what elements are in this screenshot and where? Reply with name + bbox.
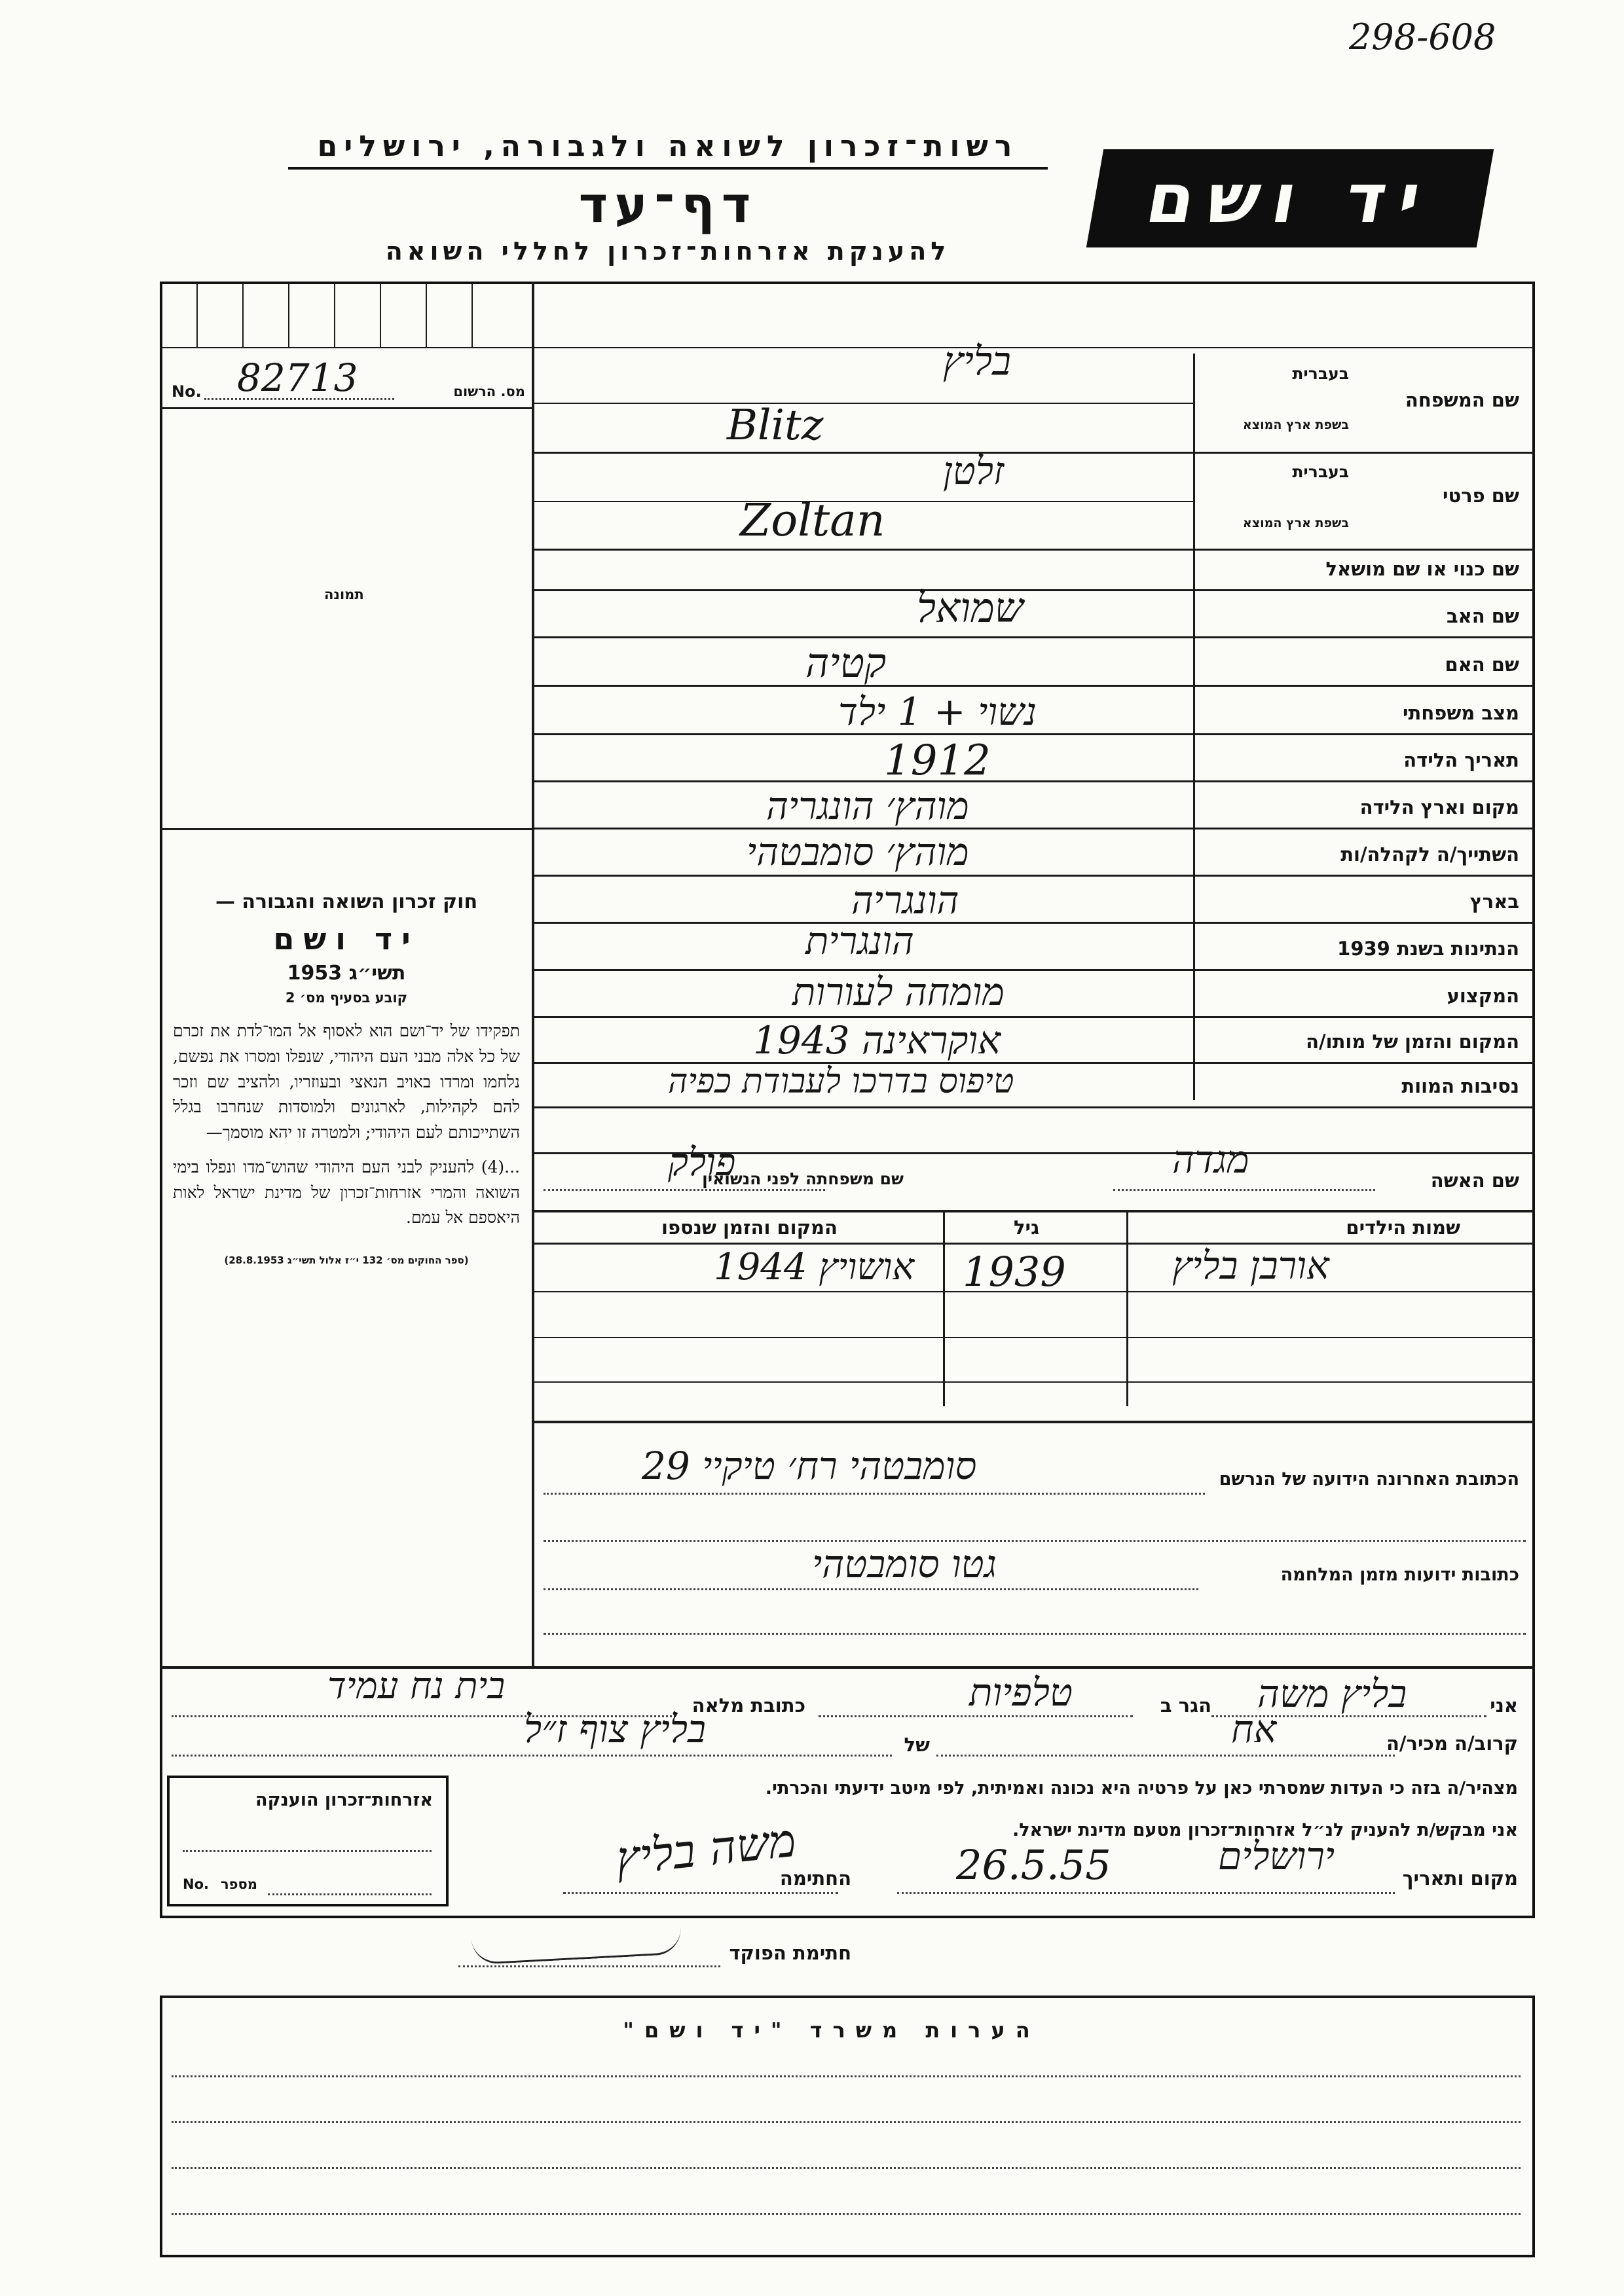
birthdate-value[interactable]: 1912 xyxy=(884,737,991,785)
row-line xyxy=(533,549,1535,551)
law-clause: קובע בסעיף מס׳ 2 xyxy=(285,990,408,1006)
children-col-names: שמות הילדים xyxy=(1346,1216,1460,1239)
archive-number: 298-608 xyxy=(1349,16,1496,58)
of-dotted-line xyxy=(172,1755,892,1757)
form-subtitle: להענקת אזרחות־זכרון לחללי השואה xyxy=(385,237,951,266)
wife-value[interactable]: מגדה xyxy=(1172,1137,1249,1182)
firstname-origin-value[interactable]: Zoltan xyxy=(740,495,885,547)
full-address-value[interactable]: בית נח עמיד xyxy=(327,1665,506,1707)
wife-maiden-value[interactable]: פולק xyxy=(668,1140,736,1184)
officer-signature-dotted-line xyxy=(458,1965,720,1967)
yad-vashem-logo xyxy=(1086,149,1494,247)
photo-label: תמונה xyxy=(324,587,364,602)
marital-label: מצב משפחתי xyxy=(1402,702,1519,724)
child-1-age[interactable]: 1939 xyxy=(963,1248,1066,1296)
row-line xyxy=(533,780,1535,782)
label-column-divider xyxy=(1193,354,1195,1100)
marital-value[interactable]: נשוי + 1 ילד xyxy=(838,689,1037,734)
statement-1: מצהיר/ה בזה כי העדות שמסרתי כאן על פרטיה היא נכונה ואמיתית, לפי מיטב ידיעתי והכרתי. xyxy=(765,1778,1518,1798)
citizenship-box-line xyxy=(183,1850,432,1852)
relative-value[interactable]: אח xyxy=(1231,1707,1277,1751)
row-line xyxy=(533,1016,1535,1018)
citizenship-box-number-label: מספר xyxy=(221,1876,257,1892)
citizenship-granted-title: אזרחות־זכרון הוענקה xyxy=(255,1790,433,1810)
birthplace-value[interactable]: מוהץ׳ הונגריה xyxy=(766,784,969,828)
citizenship-label: הנתינות בשנת 1939 xyxy=(1337,938,1519,960)
death-circumstances-label: נסיבות המוות xyxy=(1401,1075,1519,1097)
row-line xyxy=(533,875,1535,877)
authority-line: רשות־זכרון לשואה ולגבורה, ירושלים xyxy=(288,130,1048,170)
last-address-dotted-line-2 xyxy=(544,1540,1526,1542)
children-table-top xyxy=(533,1210,1535,1212)
form-title: דף־עד xyxy=(578,175,758,234)
full-address-label: כתובת מלאה xyxy=(692,1694,805,1717)
father-label: שם האב xyxy=(1446,605,1519,627)
left-column-divider xyxy=(532,282,534,1666)
community-value[interactable]: מוהץ׳ סומבטהי xyxy=(747,829,969,874)
citizenship-box-number-line xyxy=(268,1893,432,1895)
birthdate-label: תאריך הלידה xyxy=(1403,749,1519,771)
surname-origin-sublabel: בשפת ארץ המוצא xyxy=(1242,418,1349,432)
strip-tick xyxy=(334,284,335,347)
top-strip-line xyxy=(160,347,1535,348)
citizenship-granted-box xyxy=(167,1776,449,1906)
registration-heb-label: מס. הרשום xyxy=(453,384,525,399)
row-line xyxy=(533,685,1535,687)
office-notes-title: הערות משרד "יד ושם" xyxy=(623,2018,1041,2043)
row-line xyxy=(533,828,1535,829)
children-row-line xyxy=(533,1381,1535,1383)
strip-tick xyxy=(426,284,427,347)
war-address-dotted-line-2 xyxy=(544,1633,1526,1635)
surname-hebrew-sublabel: בעברית xyxy=(1292,364,1349,383)
place-date-dotted-line xyxy=(897,1892,1395,1894)
photo-divider xyxy=(160,828,533,830)
firstname-hebrew-value[interactable]: זלטן xyxy=(943,448,1005,493)
resides-value[interactable]: טלפיות xyxy=(969,1670,1073,1715)
place-value[interactable]: ירושלים xyxy=(1218,1834,1335,1878)
officer-signature-label: חתימת הפוקד xyxy=(729,1942,851,1964)
strip-tick xyxy=(288,284,289,347)
child-1-name[interactable]: אורבן בליץ xyxy=(1172,1243,1329,1288)
surname-label: שם המשפחה xyxy=(1405,389,1519,411)
surname-origin-value[interactable]: Blitz xyxy=(727,401,824,450)
firstname-label: שם פרטי xyxy=(1442,484,1519,507)
of-value[interactable]: בליץ צוף ז״ל xyxy=(524,1707,706,1751)
war-address-label: כתובות ידועות מזמן המלחמה xyxy=(1280,1565,1519,1585)
strip-tick xyxy=(242,284,244,347)
photo-placeholder[interactable] xyxy=(164,411,530,830)
relative-label: קרוב/ה מכיר/ה xyxy=(1386,1732,1518,1755)
law-body-2: ...(4) להעניק לבני העם היהודי שהוש־מדו ונפלו בימי השואה והמרי אזרחות־זכרון של מדינת ישראל לאות היאספם אל עמם. xyxy=(173,1157,520,1228)
row-line xyxy=(533,403,1194,404)
row-line xyxy=(533,636,1535,638)
children-col-divider xyxy=(1126,1210,1128,1406)
relative-dotted-line xyxy=(936,1755,1395,1757)
mother-value[interactable]: קטיה xyxy=(805,639,887,687)
resides-label: הגר ב xyxy=(1160,1694,1211,1717)
wife-maiden-label: שם משפחתה לפני הנשואין xyxy=(702,1169,904,1188)
law-source: (ספר החוקים מס׳ 132 י״ז אלול תשי״ג 28.8.1953) xyxy=(224,1254,469,1266)
registration-no-label: No. xyxy=(172,382,202,401)
birthplace-label: מקום וארץ הלידה xyxy=(1359,796,1519,818)
strip-tick xyxy=(196,284,198,347)
officer-signature-mark[interactable] xyxy=(471,1913,682,1965)
last-address-dotted-line xyxy=(544,1493,1205,1495)
logo-text: יד ושם xyxy=(1140,158,1440,238)
country-label: בארץ xyxy=(1469,890,1519,913)
signature-value[interactable]: משה בליץ xyxy=(613,1813,799,1886)
war-address-value[interactable]: גטו סומבטהי xyxy=(812,1542,997,1586)
children-header-line xyxy=(533,1243,1535,1245)
children-table-bottom xyxy=(533,1421,1535,1423)
nickname-label: שם כנוי או שם מושאל xyxy=(1325,558,1519,580)
office-notes-frame xyxy=(160,1995,1535,2257)
row-line xyxy=(533,1106,1535,1108)
wife-dotted-line xyxy=(1113,1189,1375,1191)
citizenship-box-no-label: No. xyxy=(183,1876,209,1892)
law-box xyxy=(173,890,520,1266)
last-address-label: הכתובת האחרונה הידועה של הנרשם xyxy=(1219,1469,1519,1489)
law-org: יד ושם xyxy=(273,921,420,957)
firstname-hebrew-sublabel: בעברית xyxy=(1292,462,1349,481)
profession-value[interactable]: מומחה לעורות xyxy=(792,970,1005,1014)
children-col-death: המקום והזמן שנספו xyxy=(661,1216,838,1239)
row-line xyxy=(533,589,1535,591)
community-label: השתייך/ה לקהלה/ות xyxy=(1340,843,1519,866)
death-place-value[interactable]: אוקראינה 1943 xyxy=(753,1018,1001,1063)
strip-tick xyxy=(471,284,473,347)
wife-label: שם האשה xyxy=(1430,1169,1519,1192)
row-line xyxy=(533,922,1535,924)
strip-tick xyxy=(380,284,381,347)
wife-maiden-dotted-line xyxy=(544,1189,825,1191)
of-label: של xyxy=(904,1734,930,1756)
row-line xyxy=(533,452,1535,454)
law-year: תשי״ג 1953 xyxy=(287,962,406,985)
last-address-value[interactable]: סומבטהי רח׳ טיקיי 29 xyxy=(642,1444,977,1488)
registration-number-value[interactable]: 82713 xyxy=(237,355,358,400)
registration-divider xyxy=(160,407,533,409)
children-col-age: גיל xyxy=(1014,1216,1040,1239)
declarant-value[interactable]: בליץ משה xyxy=(1257,1671,1407,1716)
signature-label: החתימה xyxy=(779,1867,851,1889)
war-address-dotted-line xyxy=(544,1588,1198,1590)
statement-2: אני מבקש/ת להעניק לנ״ל אזרחות־זכרון מטעם מדינת ישראל. xyxy=(1012,1820,1518,1840)
declarant-label: אני xyxy=(1490,1694,1518,1717)
signature-dotted-line xyxy=(563,1892,838,1894)
date-value[interactable]: 26.5.55 xyxy=(956,1841,1111,1889)
father-value[interactable]: שמואל xyxy=(917,584,1024,632)
row-line xyxy=(533,969,1535,971)
child-1-death[interactable]: אושויץ 1944 xyxy=(714,1246,915,1288)
place-date-label: מקום ותאריך xyxy=(1402,1867,1518,1889)
country-value[interactable]: הונגריה xyxy=(851,878,959,922)
surname-hebrew-value[interactable]: בליץ xyxy=(943,338,1011,384)
death-circumstances-value[interactable]: טיפוס בדרכו לעבודת כפיה xyxy=(668,1062,1014,1101)
children-col-divider xyxy=(943,1210,945,1406)
resides-dotted-line xyxy=(819,1715,1133,1717)
firstname-origin-sublabel: בשפת ארץ המוצא xyxy=(1242,516,1349,530)
mother-label: שם האם xyxy=(1445,653,1519,676)
law-title: חוק זכרון השואה והגבורה — xyxy=(215,890,478,913)
profession-label: המקצוע xyxy=(1447,985,1519,1007)
citizenship-value[interactable]: הונגרית xyxy=(805,919,914,963)
registration-number-row xyxy=(172,355,525,405)
death-place-label: המקום והזמן של מותו/ה xyxy=(1306,1030,1519,1053)
children-row-line xyxy=(533,1337,1535,1338)
law-body-1: תפקידו של יד־ושם הוא לאסוף אל המו־לדת את זכרם של כל אלה מבני העם היהודי, שנפלו ומסרו את נפשם, נלחמו ומרדו באויב הנאצי ובעוזריו, ולהציב שם וזכר להם לקהילות, לארגונים ולמוסדות שנחרבו בגלל השתייכותם לעם היהודי; ולמטרה זו יהא מוסמך— xyxy=(173,1021,520,1142)
